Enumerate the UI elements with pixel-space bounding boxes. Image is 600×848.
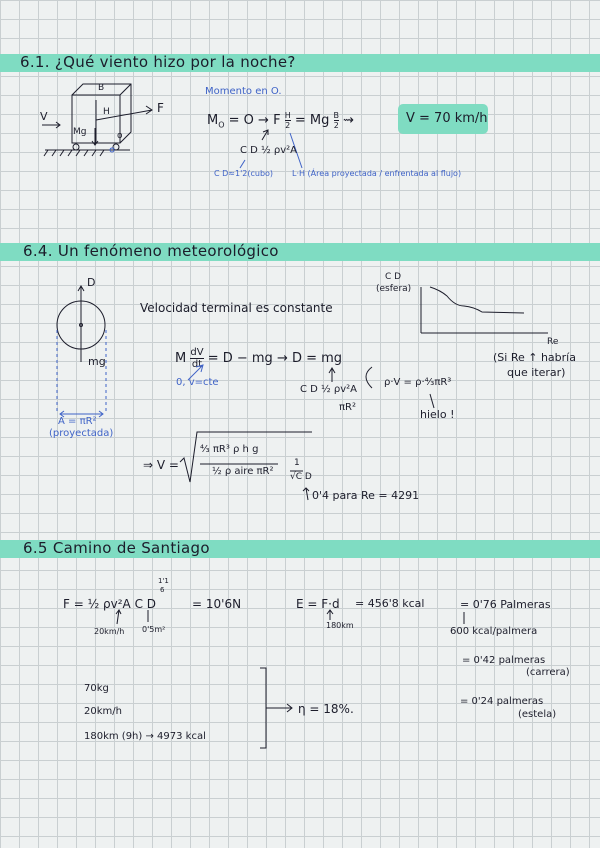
- area-label: A = πR²: [58, 416, 97, 427]
- section-6-1-title: 6.1. ¿Qué viento hizo por la noche?: [20, 53, 296, 71]
- projected-label: (proyectada): [49, 428, 114, 439]
- force-label: F: [157, 101, 164, 115]
- area-note-65: 0'5m²: [142, 625, 166, 634]
- energy-value: = 456'8 kcal: [355, 597, 425, 610]
- force-value: = 10'6N: [192, 597, 242, 611]
- cd-factor-num: 1: [294, 458, 300, 468]
- data-distance: 180km (9h) → 4973 kcal: [84, 731, 206, 742]
- iterate-note-2: que iterar): [507, 366, 566, 379]
- area-note: L·H (Área proyectada / enfrentada al flujo): [292, 169, 462, 178]
- velocity-denominator: ½ ρ aire πR²: [212, 466, 274, 477]
- cd-cube-note: C D≈1'2(cubo): [214, 169, 274, 178]
- drag-expr-64: C D ½ ρv²A: [300, 384, 358, 395]
- area-expr-64: πR²: [339, 402, 356, 413]
- momento-note: Momento en O.: [205, 86, 282, 97]
- cd-axis-label: C D: [385, 272, 402, 282]
- section-6-4-title: 6.4. Un fenómeno meteorológico: [23, 242, 279, 260]
- ice-note: hielo !: [420, 408, 455, 421]
- velocity-numerator: ⁴⁄₃ πR³ ρ h g: [200, 444, 259, 455]
- cd-re-note: 0'4 para Re = 4291: [312, 489, 420, 502]
- base-label: B: [98, 83, 105, 93]
- efficiency-result: η = 18%.: [298, 702, 354, 716]
- wake-note: (estela): [518, 709, 557, 720]
- energy-equation: E = F·d: [296, 597, 340, 611]
- race-note: (carrera): [526, 667, 570, 678]
- palmeras-1: = 0'76 Palmeras: [460, 598, 551, 611]
- terminal-velocity-note: Velocidad terminal es constante: [140, 301, 333, 315]
- pivot-label: o: [117, 131, 123, 141]
- iterate-note-1: (Si Re ↑ habría: [493, 351, 576, 364]
- moment-equation: $M_O = O \to F$ $\frac{H}{2}$ = Mg $\frac{B}{2}$ ⇝: [207, 111, 355, 130]
- data-speed: 20km/h: [84, 706, 122, 717]
- weight-label: Mg: [73, 127, 87, 137]
- palmeras-3: = 0'24 palmeras: [460, 696, 544, 707]
- velocity-lhs: ⇒ V =: [143, 458, 179, 472]
- section-6-5-title: 6.5 Camino de Santiago: [23, 539, 210, 557]
- cd-value-top: 1'1: [158, 577, 169, 585]
- speed-note: 20km/h: [94, 627, 125, 636]
- re-axis-label: Re: [547, 337, 559, 347]
- palmeras-2: = 0'42 palmeras: [462, 655, 546, 666]
- wind-label: V: [40, 110, 48, 123]
- height-label: H: [103, 107, 110, 117]
- cd-factor-den: √C D: [290, 472, 312, 482]
- weight-label-64: mg: [88, 355, 106, 368]
- zero-note: 0, v=cte: [176, 377, 219, 388]
- drag-force-expr: C D ½ ρv²A: [240, 145, 298, 156]
- motion-equation: M $\frac{dV}{dt}$ = D − mg → D = mg: [175, 347, 343, 370]
- kcal-per-palmera: 600 kcal/palmera: [450, 626, 538, 637]
- drag-label: D: [87, 276, 96, 289]
- sphere-label: (esfera): [376, 284, 412, 294]
- result-value: V = 70 km/h: [406, 111, 488, 126]
- force-equation: F = ½ ρv²A C D: [63, 597, 157, 611]
- data-mass: 70kg: [84, 683, 109, 694]
- distance-note: 180km: [326, 621, 354, 630]
- cd-value-top2: 6: [160, 586, 165, 594]
- mass-expr: ρ·V = ρ·⁴⁄₃πR³: [384, 377, 452, 388]
